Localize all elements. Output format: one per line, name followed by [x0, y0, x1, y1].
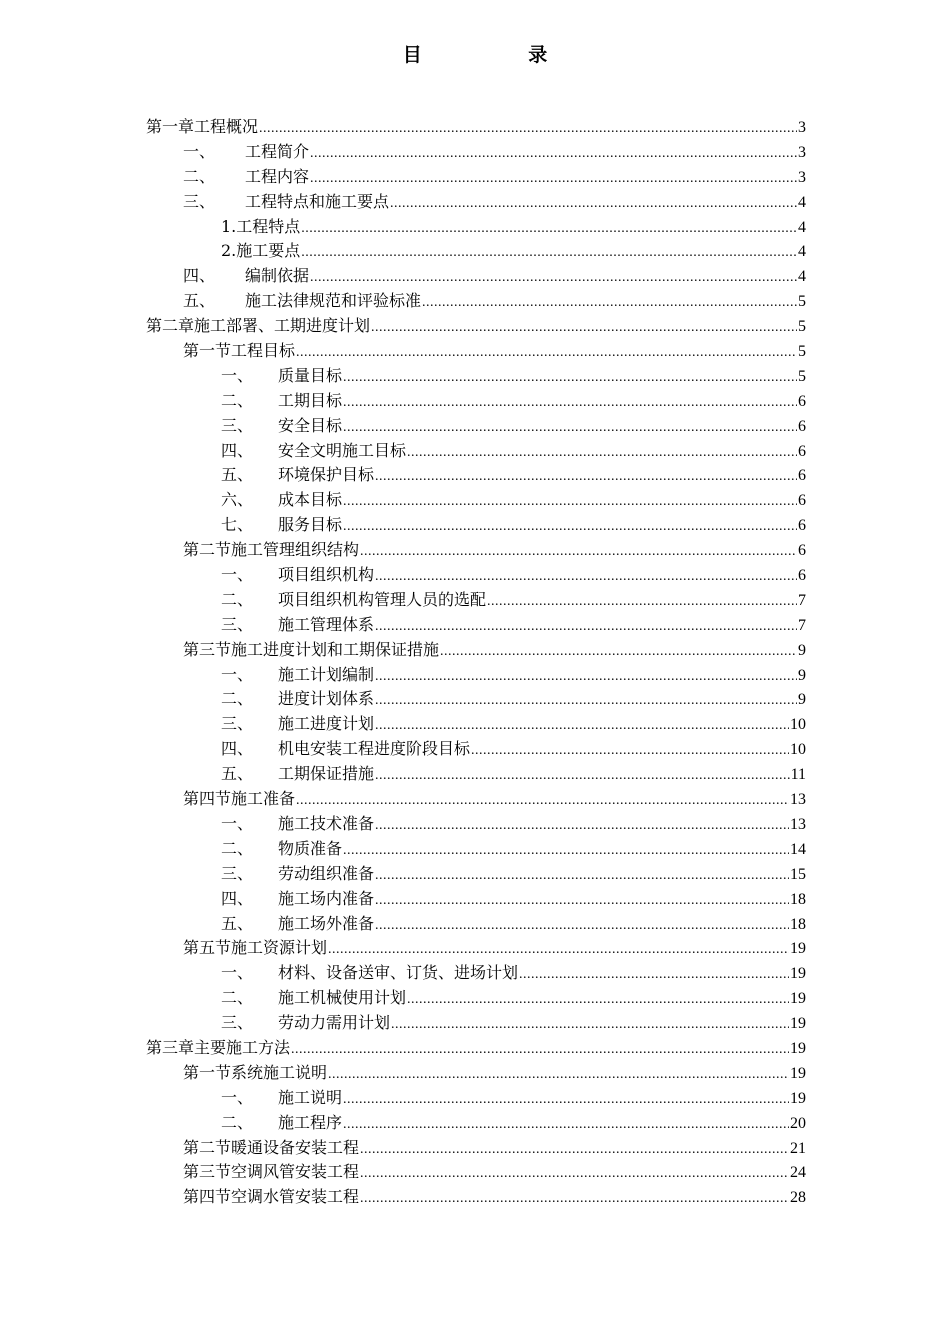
toc-entry-page-number: 7	[798, 591, 806, 609]
toc-entry[interactable]	[146, 1011, 806, 1036]
toc-entry-title: 1.工程特点	[221, 216, 301, 236]
toc-entry[interactable]	[146, 364, 806, 389]
toc-entry[interactable]	[146, 115, 806, 140]
dot-leader	[375, 864, 789, 889]
dot-leader	[328, 1063, 789, 1088]
toc-entry-title: 施工场内准备	[278, 888, 375, 908]
toc-entry[interactable]	[146, 314, 806, 339]
toc-entry-number: 三、	[221, 614, 254, 634]
toc-entry-title: 工程特点和施工要点	[245, 191, 390, 211]
toc-entry-page-number: 9	[798, 691, 806, 709]
dot-leader	[343, 391, 797, 416]
dot-leader	[440, 640, 797, 665]
toc-entry-number: 一、	[221, 963, 254, 983]
toc-entry-page-number: 3	[798, 143, 806, 161]
toc-entry-page-number: 11	[790, 766, 806, 784]
toc-entry-title: 进度计划体系	[278, 689, 375, 709]
toc-entry-number: 四、	[183, 266, 216, 286]
dot-leader	[343, 1088, 789, 1113]
toc-entry[interactable]	[146, 887, 806, 912]
dot-leader	[375, 565, 797, 590]
toc-entry-title: 第一节工程目标	[183, 341, 296, 361]
toc-entry-title: 劳动力需用计划	[278, 1013, 391, 1033]
dot-leader	[310, 167, 797, 192]
toc-entry-title: 第二章施工部署、工期进度计划	[146, 316, 371, 336]
dot-leader	[375, 889, 789, 914]
toc-entry-number: 五、	[221, 764, 254, 784]
dot-leader	[407, 441, 797, 466]
dot-leader	[301, 241, 797, 266]
dot-leader	[375, 665, 797, 690]
toc-entry[interactable]	[146, 1061, 806, 1086]
toc-entry-page-number: 6	[798, 392, 806, 410]
toc-entry-title: 工期目标	[278, 390, 343, 410]
toc-entry-number: 五、	[221, 913, 254, 933]
toc-entry-number: 二、	[221, 390, 254, 410]
toc-entry-page-number: 10	[790, 741, 806, 759]
toc-entry-page-number: 4	[798, 243, 806, 261]
toc-entry-title: 施工说明	[278, 1087, 343, 1107]
toc-entry-number: 三、	[221, 415, 254, 435]
dot-leader	[391, 1013, 789, 1038]
toc-entry-page-number: 19	[790, 990, 806, 1008]
dot-leader	[259, 117, 797, 142]
toc-entry-title: 施工法律规范和评验标准	[245, 291, 422, 311]
dot-leader	[360, 1138, 789, 1163]
dot-leader	[301, 217, 797, 242]
toc-entry[interactable]	[146, 812, 806, 837]
toc-entry-page-number: 6	[798, 417, 806, 435]
toc-entry-page-number: 7	[798, 616, 806, 634]
toc-entry-page-number: 24	[790, 1164, 806, 1182]
toc-entry[interactable]	[146, 215, 806, 240]
toc-entry[interactable]	[146, 837, 806, 862]
dot-leader	[360, 1162, 789, 1187]
toc-entry[interactable]	[146, 563, 806, 588]
toc-entry[interactable]	[146, 762, 806, 787]
toc-entry-page-number: 9	[798, 641, 806, 659]
dot-leader	[343, 366, 797, 391]
toc-entry-number: 五、	[183, 291, 216, 311]
toc-entry-title: 工程简介	[245, 141, 310, 161]
toc-entry-title: 安全文明施工目标	[278, 440, 407, 460]
dot-leader	[375, 714, 789, 739]
dot-leader	[487, 590, 797, 615]
toc-entry[interactable]	[146, 463, 806, 488]
toc-entry[interactable]	[146, 737, 806, 762]
toc-entry[interactable]	[146, 339, 806, 364]
dot-leader	[407, 988, 789, 1013]
toc-entry-number: 四、	[221, 888, 254, 908]
toc-entry-number: 一、	[221, 1087, 254, 1107]
dot-leader	[343, 1113, 789, 1138]
toc-entry[interactable]	[146, 986, 806, 1011]
toc-entry-number: 一、	[183, 141, 216, 161]
toc-entry[interactable]	[146, 140, 806, 165]
toc-entry-page-number: 15	[790, 865, 806, 883]
toc-entry-number: 一、	[221, 813, 254, 833]
toc-entry-page-number: 6	[798, 567, 806, 585]
dot-leader	[310, 266, 797, 291]
dot-leader	[343, 490, 797, 515]
toc-entry-title: 第四节施工准备	[183, 789, 296, 809]
toc-entry-number: 七、	[221, 515, 254, 535]
toc-entry-title: 工期保证措施	[278, 764, 375, 784]
toc-entry-number: 四、	[221, 739, 254, 759]
toc-entry[interactable]	[146, 1160, 806, 1185]
toc-entry-page-number: 4	[798, 193, 806, 211]
toc-entry-number: 二、	[183, 166, 216, 186]
toc-entry-title: 第一章工程概况	[146, 117, 259, 136]
dot-leader	[360, 1187, 789, 1212]
toc-entry-title: 第二节施工管理组织结构	[183, 540, 360, 560]
toc-entry-title: 成本目标	[278, 490, 343, 510]
toc-entry-number: 一、	[221, 365, 254, 385]
toc-entry-page-number: 4	[798, 268, 806, 286]
toc-entry-title: 机电安装工程进度阶段目标	[278, 739, 471, 759]
toc-entry[interactable]	[146, 190, 806, 215]
toc-entry-page-number: 9	[798, 666, 806, 684]
toc-entry-page-number: 18	[790, 890, 806, 908]
dot-leader	[360, 540, 797, 565]
toc-entry-number: 三、	[183, 191, 216, 211]
toc-entry[interactable]	[146, 165, 806, 190]
toc-entry-title: 第三章主要施工方法	[146, 1037, 291, 1057]
toc-entry-title: 第五节施工资源计划	[183, 938, 328, 958]
toc-entry-title: 施工管理体系	[278, 614, 375, 634]
toc-entry-page-number: 28	[790, 1189, 806, 1207]
toc-entry-number: 五、	[221, 465, 254, 485]
dot-leader	[375, 689, 797, 714]
dot-leader	[296, 341, 797, 366]
toc-entry[interactable]	[146, 638, 806, 663]
toc-entry[interactable]	[146, 1111, 806, 1136]
toc-entry-title: 施工程序	[278, 1112, 343, 1132]
toc-entry-number: 二、	[221, 689, 254, 709]
toc-title: 目 录	[402, 44, 598, 66]
toc-entry-title: 安全目标	[278, 415, 343, 435]
toc-entry-page-number: 6	[798, 542, 806, 560]
toc-entry-number: 二、	[221, 589, 254, 609]
toc-entry[interactable]	[146, 1036, 806, 1061]
dot-leader	[375, 615, 797, 640]
toc-entry-title: 服务目标	[278, 515, 343, 535]
toc-entry-page-number: 21	[790, 1139, 806, 1157]
toc-entry-number: 六、	[221, 490, 254, 510]
toc-entry[interactable]	[146, 239, 806, 264]
toc-entry-page-number: 10	[790, 716, 806, 734]
dot-leader	[310, 142, 797, 167]
dot-leader	[371, 316, 797, 341]
toc-entry[interactable]	[146, 862, 806, 887]
toc-entry-page-number: 19	[790, 965, 806, 983]
toc-entry-page-number: 19	[790, 1015, 806, 1033]
dot-leader	[343, 839, 789, 864]
toc-entry-page-number: 5	[798, 343, 806, 361]
toc-entry[interactable]	[146, 1136, 806, 1161]
dot-leader	[375, 914, 789, 939]
toc-entry[interactable]	[146, 1086, 806, 1111]
toc-entry-title: 环境保护目标	[278, 465, 375, 485]
toc-entry[interactable]	[146, 663, 806, 688]
toc-entry-title: 施工计划编制	[278, 664, 375, 684]
toc-entry[interactable]	[146, 613, 806, 638]
dot-leader	[519, 963, 789, 988]
toc-entry-number: 三、	[221, 863, 254, 883]
toc-entry-page-number: 3	[798, 119, 806, 136]
toc-entry[interactable]	[146, 912, 806, 937]
dot-leader	[343, 416, 797, 441]
toc-entry-page-number: 6	[798, 467, 806, 485]
toc-entry-page-number: 19	[790, 1039, 806, 1057]
toc-entry[interactable]	[146, 588, 806, 613]
toc-entry-page-number: 6	[798, 492, 806, 510]
toc-entry-page-number: 19	[790, 940, 806, 958]
toc-entry-title: 第一节系统施工说明	[183, 1062, 328, 1082]
dot-leader	[375, 764, 790, 789]
toc-entry-page-number: 13	[790, 791, 806, 809]
dot-leader	[343, 515, 797, 540]
toc-entry-title: 2.施工要点	[221, 241, 301, 261]
toc-entry-page-number: 6	[798, 517, 806, 535]
dot-leader	[422, 291, 797, 316]
toc-entry[interactable]	[146, 439, 806, 464]
dot-leader	[471, 739, 789, 764]
toc-entry-number: 三、	[221, 1013, 254, 1033]
toc-entry-page-number: 3	[798, 168, 806, 186]
dot-leader	[390, 192, 797, 217]
toc-entry-title: 项目组织机构管理人员的选配	[278, 589, 487, 609]
toc-entry-number: 一、	[221, 565, 254, 585]
toc-entry-title: 第二节暖通设备安装工程	[183, 1137, 360, 1157]
toc-entry-page-number: 19	[790, 1064, 806, 1082]
dot-leader	[328, 938, 789, 963]
toc-entry[interactable]	[146, 414, 806, 439]
toc-entry[interactable]	[146, 289, 806, 314]
toc-entry-page-number: 14	[790, 840, 806, 858]
toc-entry-title: 施工机械使用计划	[278, 988, 407, 1008]
toc-entry-title: 质量目标	[278, 365, 343, 385]
dot-leader	[291, 1038, 789, 1063]
toc-entry-number: 二、	[221, 988, 254, 1008]
toc-entry-title: 编制依据	[245, 266, 310, 286]
toc-entry[interactable]	[146, 687, 806, 712]
toc-entry-page-number: 4	[798, 218, 806, 236]
toc-entry-title: 项目组织机构	[278, 565, 375, 585]
toc-entry-title: 施工场外准备	[278, 913, 375, 933]
toc-entry-number: 四、	[221, 440, 254, 460]
toc-entry-title: 劳动组织准备	[278, 863, 375, 883]
toc-entry[interactable]	[146, 936, 806, 961]
dot-leader	[296, 789, 789, 814]
toc-entry-title: 第三节空调风管安装工程	[183, 1162, 360, 1182]
toc-entry-number: 一、	[221, 664, 254, 684]
toc-entry[interactable]	[146, 787, 806, 812]
toc-entry[interactable]	[146, 961, 806, 986]
toc-entry-page-number: 5	[798, 293, 806, 311]
toc-entry[interactable]	[146, 488, 806, 513]
toc-entry-page-number: 18	[790, 915, 806, 933]
toc-entry-number: 二、	[221, 1112, 254, 1132]
toc-entry-number: 三、	[221, 714, 254, 734]
toc-entry-title: 第四节空调水管安装工程	[183, 1187, 360, 1207]
toc-entry[interactable]	[146, 538, 806, 563]
toc-entry[interactable]	[146, 389, 806, 414]
toc-entry-page-number: 13	[790, 815, 806, 833]
toc-entry-title: 施工进度计划	[278, 714, 375, 734]
toc-entry-page-number: 5	[798, 367, 806, 385]
toc-entry-title: 物质准备	[278, 838, 343, 858]
toc-entry[interactable]	[146, 264, 806, 289]
toc-entry-page-number: 6	[798, 442, 806, 460]
toc-entry-title: 材料、设备送审、订货、进场计划	[278, 963, 519, 983]
toc-entry-title: 施工技术准备	[278, 813, 375, 833]
toc-entry-title: 工程内容	[245, 166, 310, 186]
toc-entry-page-number: 19	[790, 1089, 806, 1107]
toc-entry-title: 第三节施工进度计划和工期保证措施	[183, 639, 440, 659]
toc-entry[interactable]	[146, 1185, 806, 1210]
toc-entry-page-number: 5	[798, 318, 806, 336]
toc-entry[interactable]	[146, 513, 806, 538]
toc-entry-page-number: 20	[790, 1114, 806, 1132]
table-of-contents	[146, 115, 806, 1210]
dot-leader	[375, 814, 789, 839]
dot-leader	[375, 465, 797, 490]
toc-entry[interactable]	[146, 712, 806, 737]
toc-entry-number: 二、	[221, 838, 254, 858]
